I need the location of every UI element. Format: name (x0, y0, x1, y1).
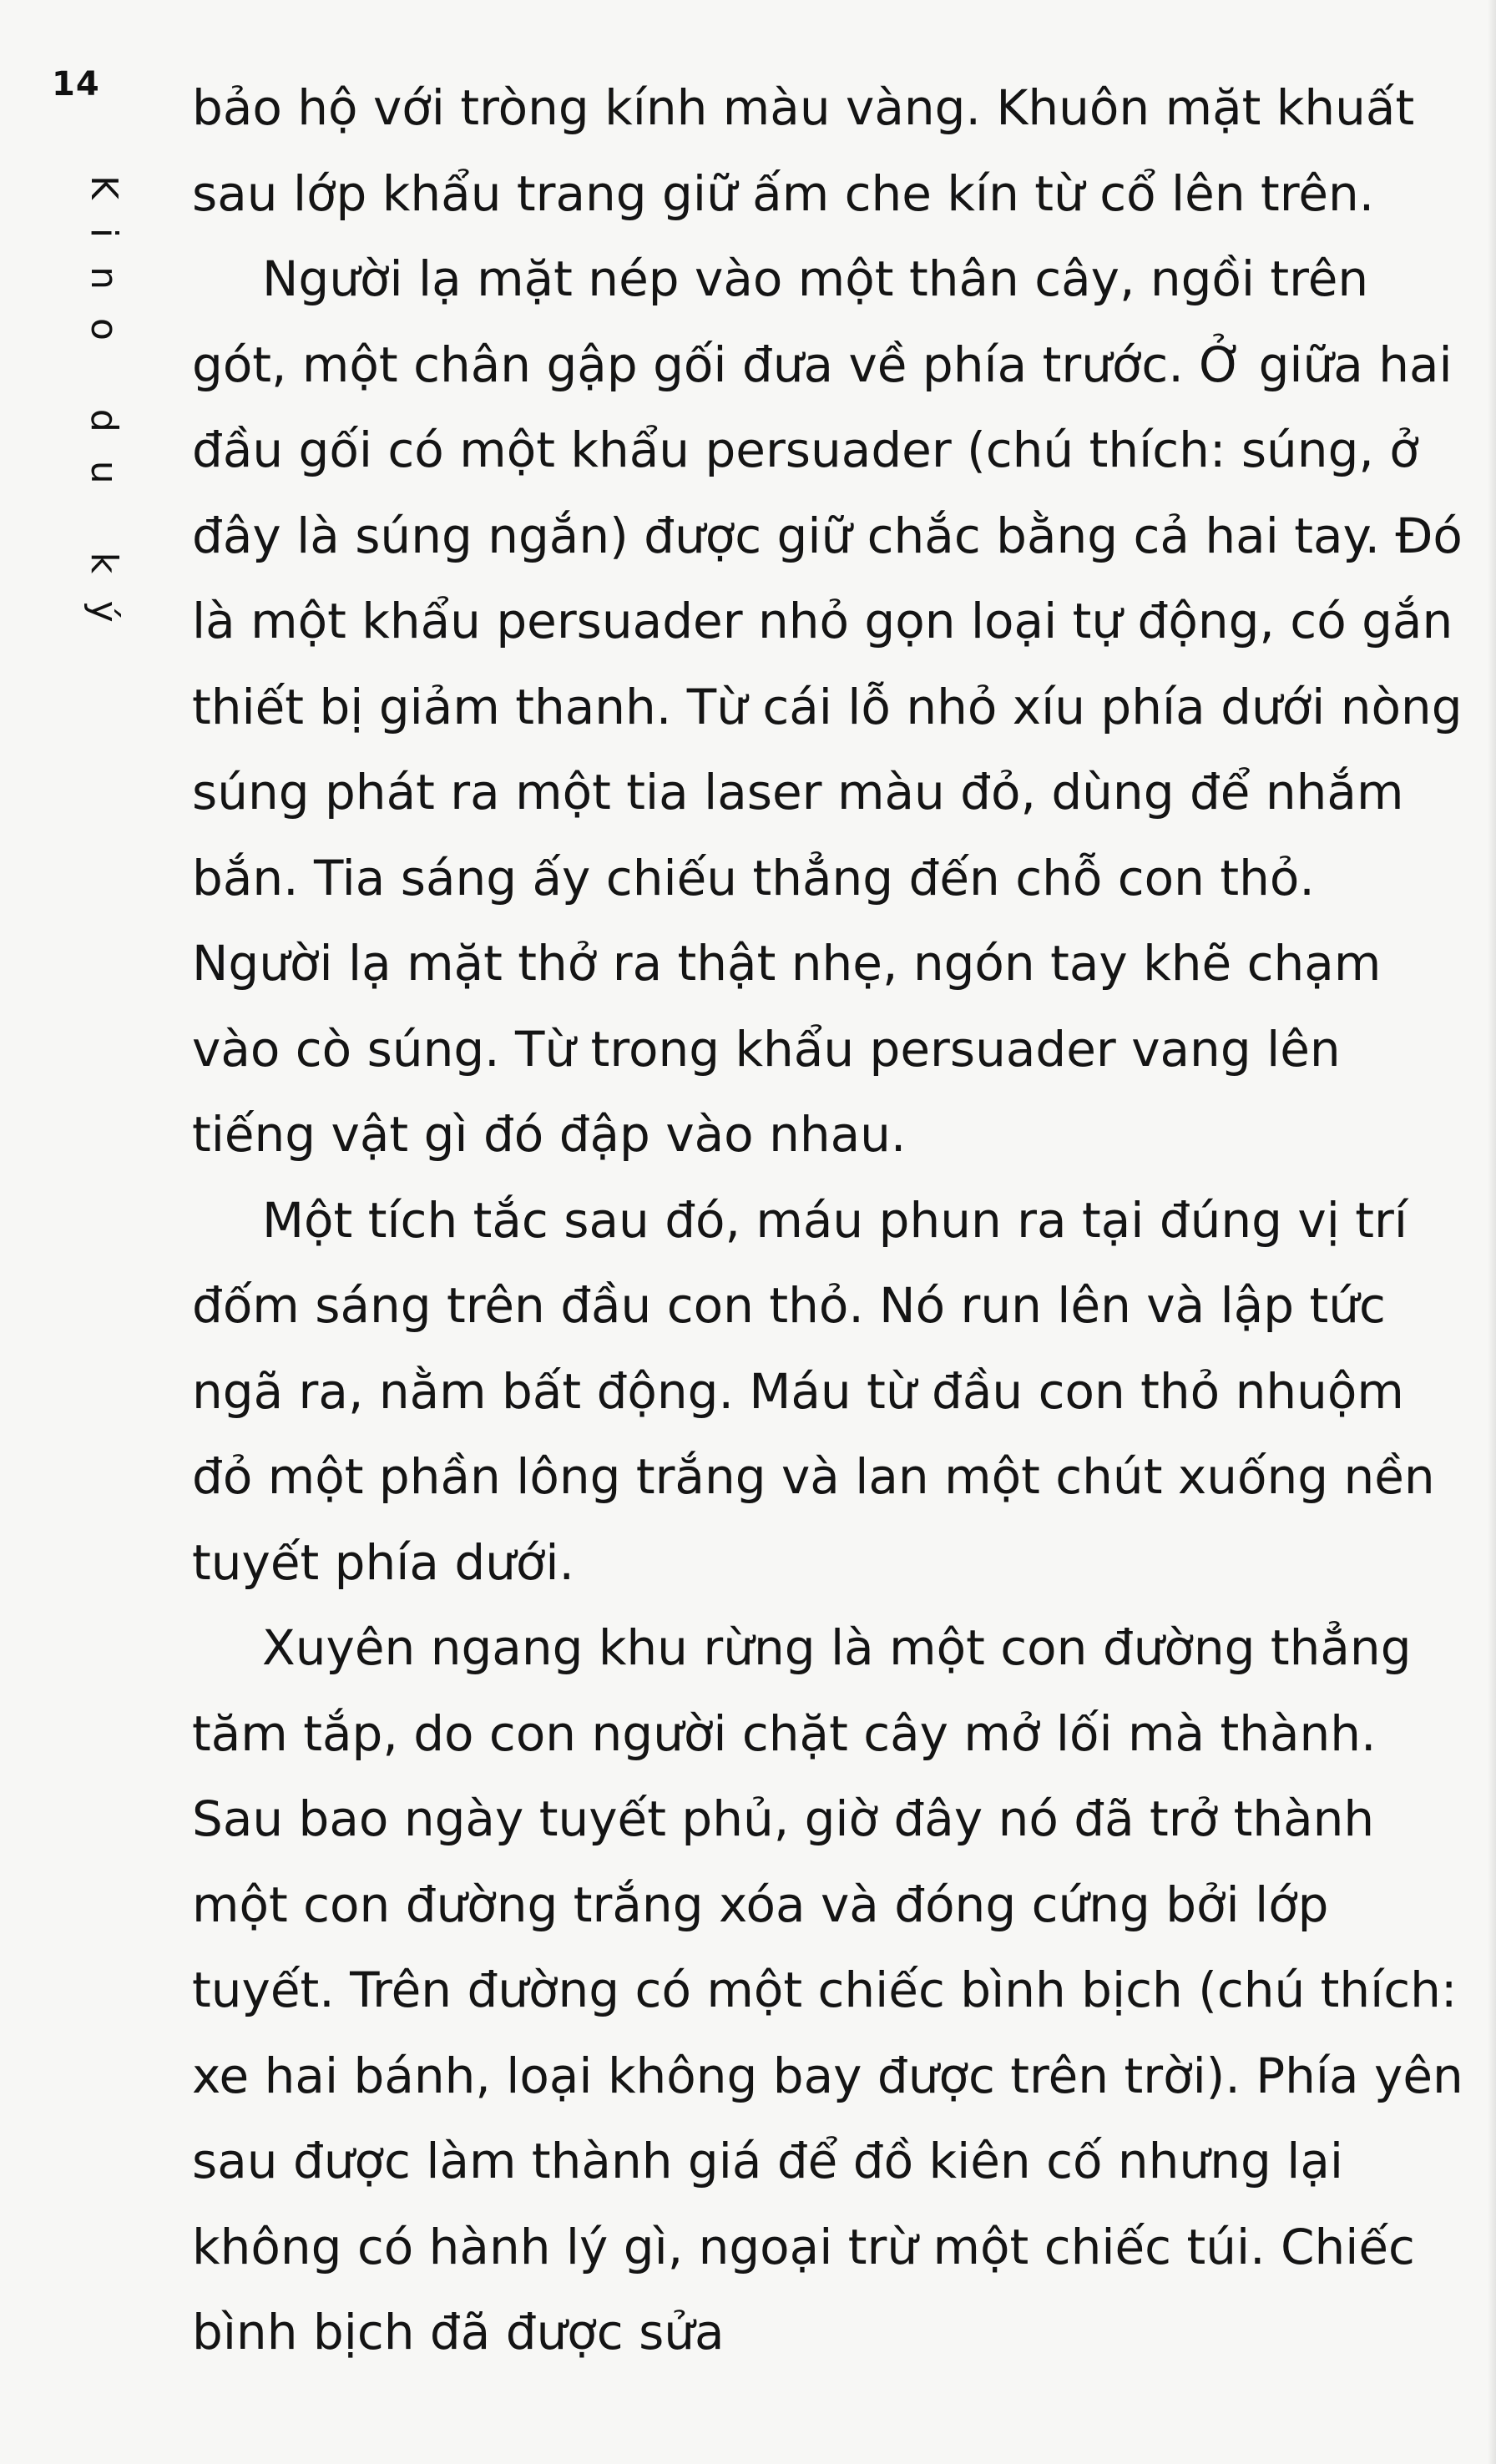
paragraph: Người lạ mặt nép vào một thân cây, ngồi trên gót, một chân gập gối đưa về phía trước. Ở giữa hai đầu gối có một khẩu persuader (chú thích: súng, ở đây là súng ngắn) được giữ chắc bằng cả hai tay. Đó là một khẩu persuader nhỏ gọn loại tự động, có gắn thiết bị giảm thanh. Từ cái lỗ nhỏ xíu phía dưới nòng súng phát ra một tia laser màu đỏ, dùng để nhắm bắn. Tia sáng ấy chiếu thẳng đến chỗ con thỏ. Người lạ mặt thở ra thật nhẹ, ngón tay khẽ chạm vào cò súng. Từ trong khẩu persuader vang lên tiếng vật gì đó đập vào nhau. (192, 250, 1463, 1163)
paragraph: Một tích tắc sau đó, máu phun ra tại đúng vị trí đốm sáng trên đầu con thỏ. Nó run lên và lập tức ngã ra, nằm bất động. Máu từ đầu con thỏ nhuộm đỏ một phần lông trắng và lan một chút xuống nền tuyết phía dưới. (192, 1191, 1435, 1591)
paragraph: bảo hộ với tròng kính màu vàng. Khuôn mặt khuất sau lớp khẩu trang giữ ấm che kín từ cổ lên trên. (192, 79, 1415, 222)
running-title-text: Kino du ký (83, 175, 125, 651)
page-number: 14 (52, 65, 100, 104)
page-edge-shadow (1488, 0, 1496, 2464)
running-title (33, 175, 125, 651)
paragraph: Xuyên ngang khu rừng là một con đường thẳng tăm tắp, do con người chặt cây mở lối mà thành. Sau bao ngày tuyết phủ, giờ đây nó đã trở thành một con đường trắng xóa và đóng cứng bởi lớp tuyết. Trên đường có một chiếc bình bịch (chú thích: xe hai bánh, loại không bay được trên trời). Phía yên sau được làm thành giá để đồ kiên cố nhưng lại không có hành lý gì, ngoại trừ một chiếc túi. Chiếc bình bịch đã được sửa (192, 1619, 1463, 2360)
body-text (192, 65, 1469, 2376)
